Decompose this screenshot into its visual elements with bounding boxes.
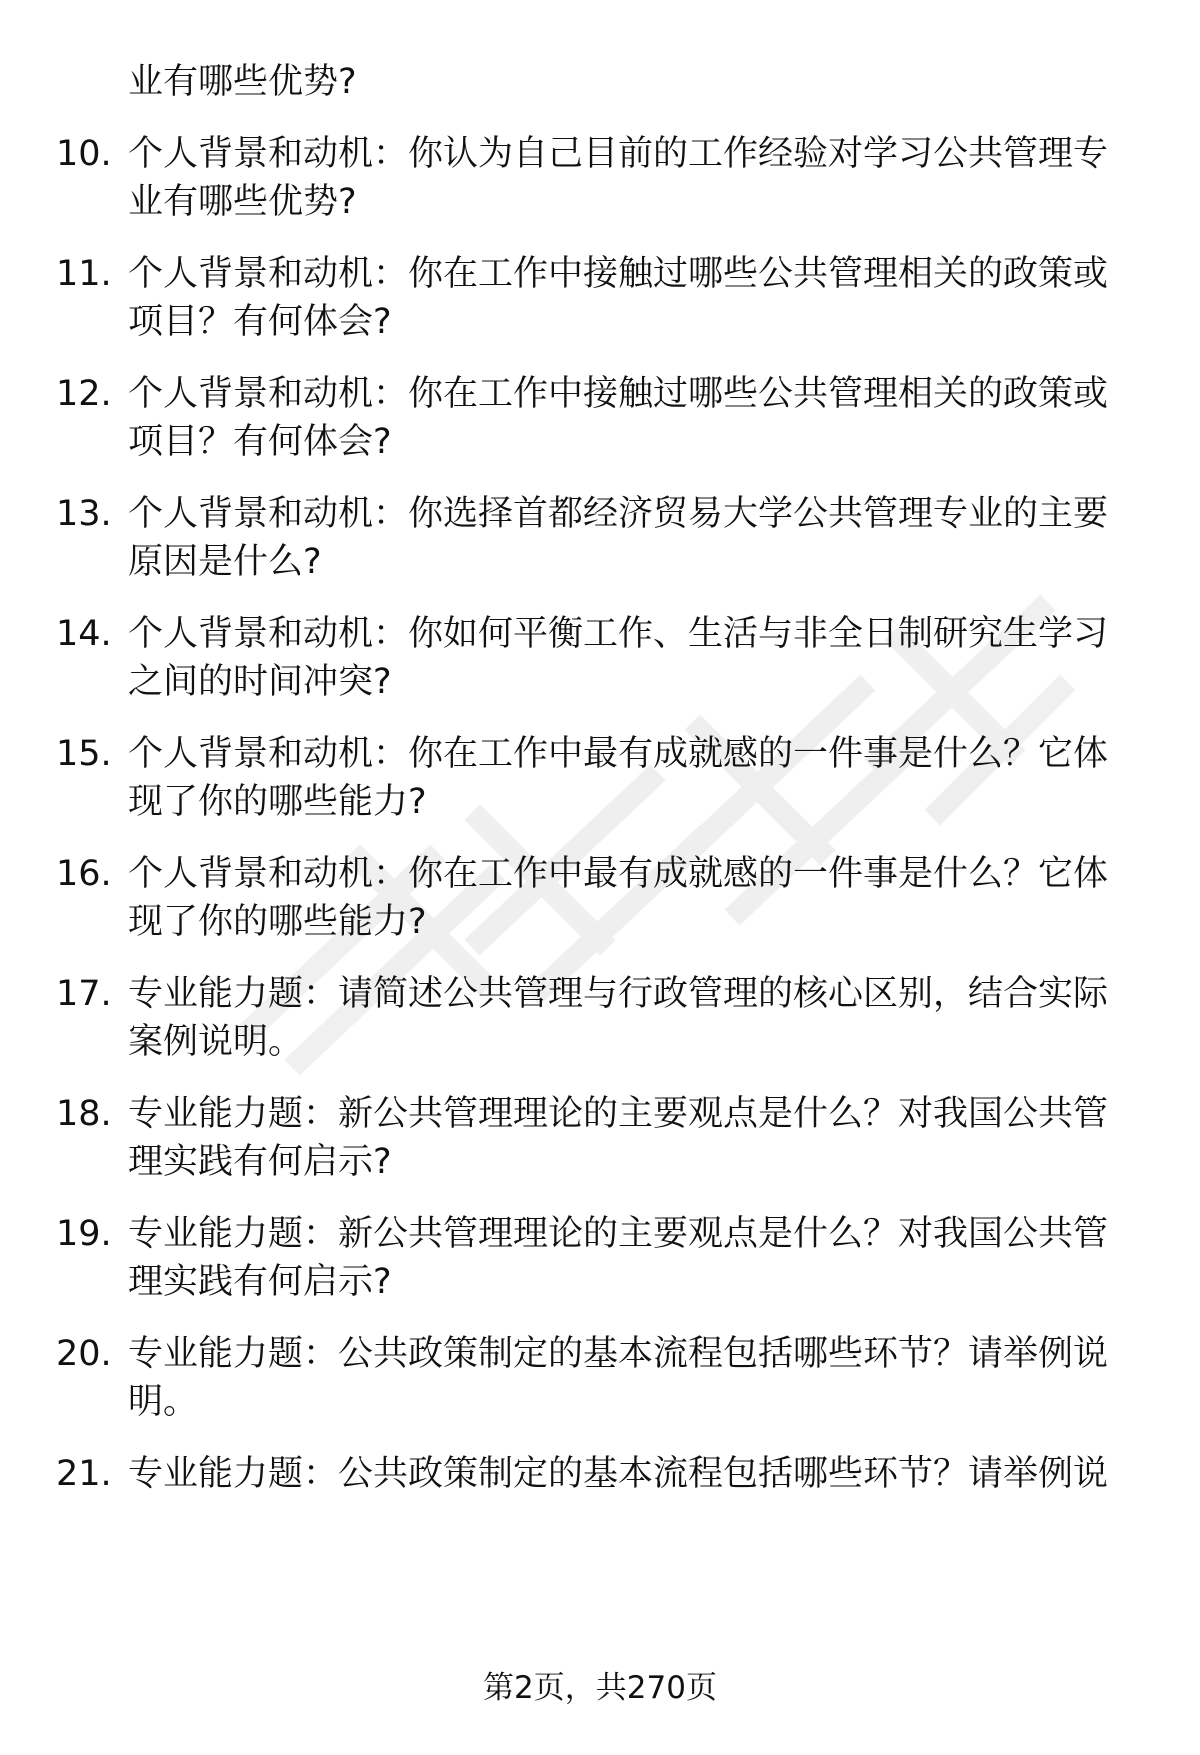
item-line: 项目？有何体会? — [128, 302, 392, 342]
item-text — [128, 1210, 1138, 1306]
item-number: 11. — [56, 254, 112, 294]
item-text — [128, 250, 1138, 346]
item-line: 现了你的哪些能力? — [128, 782, 427, 822]
list-item — [0, 130, 1200, 230]
item-number: 17. — [56, 974, 112, 1014]
list-item — [0, 490, 1200, 590]
item-line: 项目？有何体会? — [128, 422, 392, 462]
item-line: 业有哪些优势? — [128, 182, 357, 222]
item-text — [128, 490, 1138, 586]
list-item — [0, 730, 1200, 830]
item-text — [128, 1450, 1138, 1498]
item-line: 专业能力题：公共政策制定的基本流程包括哪些环节？请举例说 — [128, 1334, 1109, 1374]
item-text — [128, 130, 1138, 226]
item-line: 个人背景和动机：你在工作中接触过哪些公共管理相关的政策或 — [128, 374, 1109, 414]
list-item — [0, 370, 1200, 470]
item-text — [128, 850, 1138, 946]
item-line: 专业能力题：请简述公共管理与行政管理的核心区别，结合实际 — [128, 974, 1109, 1014]
item-number: 13. — [56, 494, 112, 534]
item-number: 18. — [56, 1094, 112, 1134]
item-line: 个人背景和动机：你如何平衡工作、生活与非全日制研究生学习 — [128, 614, 1109, 654]
item-number: 15. — [56, 734, 112, 774]
item-line: 之间的时间冲突? — [128, 662, 392, 702]
item-line: 个人背景和动机：你在工作中最有成就感的一件事是什么？它体 — [128, 734, 1109, 774]
continuation-line: 业有哪些优势? — [128, 62, 357, 102]
list-item — [0, 1450, 1200, 1550]
item-line: 个人背景和动机：你认为自己目前的工作经验对学习公共管理专 — [128, 134, 1109, 174]
item-text — [128, 1090, 1138, 1186]
page-footer: 第2页，共270页 — [483, 1670, 717, 1706]
item-text — [128, 1330, 1138, 1426]
item-line: 理实践有何启示? — [128, 1142, 392, 1182]
item-line: 案例说明。 — [128, 1022, 304, 1062]
list-item — [0, 610, 1200, 710]
item-number: 21. — [56, 1454, 112, 1494]
item-number: 20. — [56, 1334, 112, 1374]
list-item — [0, 1210, 1200, 1310]
list-item — [0, 250, 1200, 350]
item-text — [128, 370, 1138, 466]
list-item — [0, 1330, 1200, 1430]
item-line: 现了你的哪些能力? — [128, 902, 427, 942]
item-number: 10. — [56, 134, 112, 174]
item-number: 14. — [56, 614, 112, 654]
item-line: 理实践有何启示? — [128, 1262, 392, 1302]
item-line: 原因是什么? — [128, 542, 322, 582]
item-line: 明。 — [128, 1382, 199, 1422]
item-number: 16. — [56, 854, 112, 894]
item-line: 个人背景和动机：你选择首都经济贸易大学公共管理专业的主要 — [128, 494, 1109, 534]
item-line: 专业能力题：新公共管理理论的主要观点是什么？对我国公共管 — [128, 1214, 1109, 1254]
item-line: 个人背景和动机：你在工作中最有成就感的一件事是什么？它体 — [128, 854, 1109, 894]
list-item — [0, 970, 1200, 1070]
list-item — [0, 1090, 1200, 1190]
list-item — [0, 850, 1200, 950]
item-number: 19. — [56, 1214, 112, 1254]
item-line: 专业能力题：新公共管理理论的主要观点是什么？对我国公共管 — [128, 1094, 1109, 1134]
item-number: 12. — [56, 374, 112, 414]
item-line: 专业能力题：公共政策制定的基本流程包括哪些环节？请举例说 — [128, 1454, 1109, 1494]
item-text — [128, 970, 1138, 1066]
item-line: 个人背景和动机：你在工作中接触过哪些公共管理相关的政策或 — [128, 254, 1109, 294]
item-text — [128, 730, 1138, 826]
item-text — [128, 610, 1138, 706]
